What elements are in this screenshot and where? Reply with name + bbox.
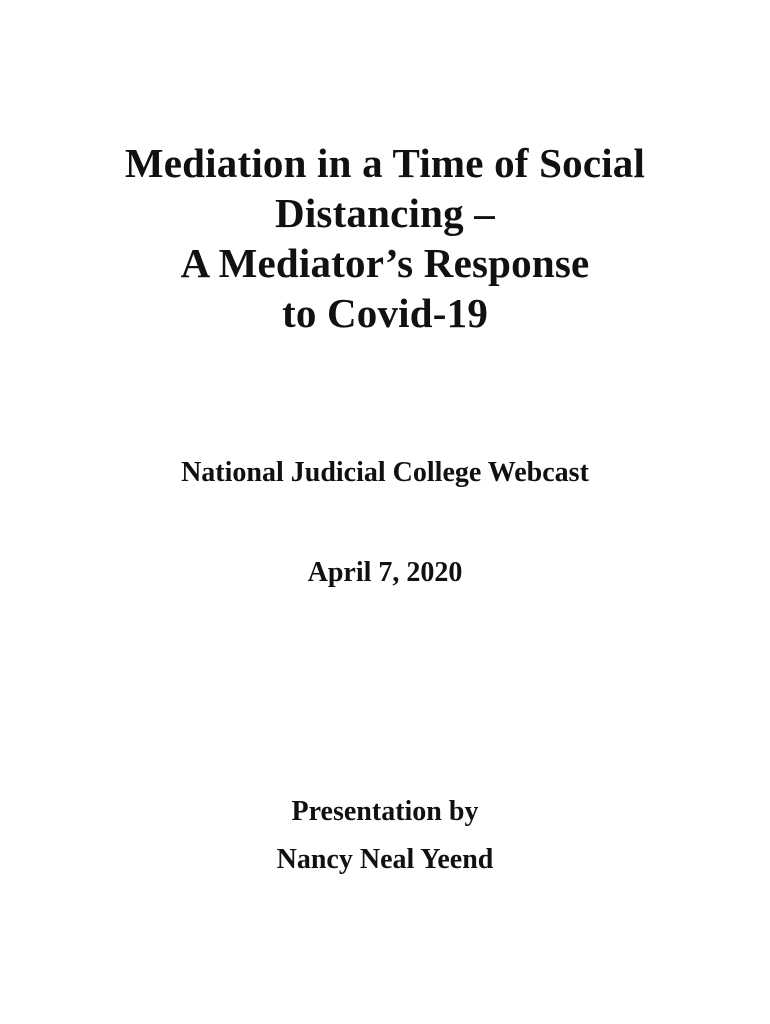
title-line: to Covid-19 <box>281 290 489 336</box>
event-date: April 7, 2020 <box>307 557 463 588</box>
presenter-label: Presentation by <box>291 796 479 827</box>
title-line: Mediation in a Time of Social <box>124 140 646 186</box>
event-name: National Judicial College Webcast <box>181 457 589 488</box>
presenter-credit <box>0 788 770 884</box>
title-line: A Mediator’s Response <box>180 240 590 286</box>
title-line: Distancing – <box>275 190 495 236</box>
document-title <box>0 138 770 338</box>
presenter-name: Nancy Neal Yeend <box>276 844 494 875</box>
